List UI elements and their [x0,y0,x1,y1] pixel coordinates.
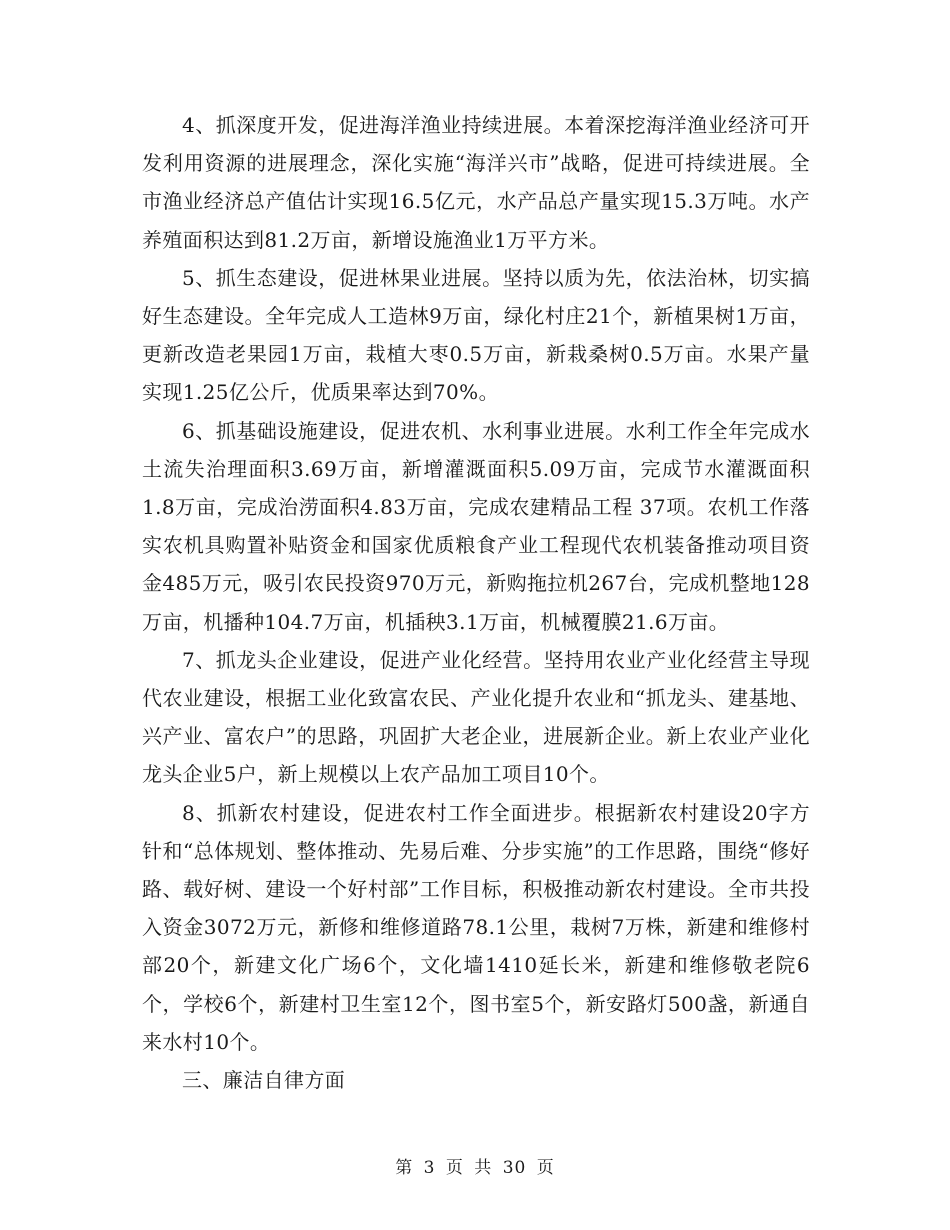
page-footer: 第 3 页 共 30 页 [395,1158,555,1178]
paragraph-leading-enterprises: 7、抓龙头企业建设，促进产业化经营。坚持用农业产业化经营主导现代农业建设，根据工业化致富农民、产业化提升农业和“抓龙头、建基地、兴产业、富农户”的思路，巩固扩大老企业，进展新企业。新上农业产业化龙头企业5户，新上规模以上农产品加工项目10个。 [142,647,810,787]
paragraph-forestry: 5、抓生态建设，促进林果业进展。坚持以质为先，依法治林，切实搞好生态建设。全年完成人工造林9万亩，绿化村庄21个，新植果树1万亩，更新改造老果园1万亩，栽植大枣0.5万亩，新栽桑树0.5万亩。水果产量实现1.25亿公斤，优质果率达到70%。 [142,265,810,405]
paragraph-new-countryside: 8、抓新农村建设，促进农村工作全面进步。根据新农村建设20字方针和“总体规划、整体推动、先易后难、分步实施”的工作思路，围绕“修好路、载好树、建设一个好村部”工作目标，积极推动新农村建设。全市共投入资金3072万元，新修和维修道路78.1公里，栽树7万株，新建和维修村部20个，新建文化广场6个，文化墙1410延长米，新建和维修敬老院6个，学校6个，新建村卫生室12个，图书室5个，新安路灯500盏，新通自来水村10个。 [142,800,810,1054]
section-heading: 三、廉洁自律方面 [182,1068,346,1093]
paragraph-infrastructure: 6、抓基础设施建设，促进农机、水利事业进展。水利工作全年完成水土流失治理面积3.69万亩，新增灌溉面积5.09万亩，完成节水灌溉面积1.8万亩，完成治涝面积4.83万亩，完成农建精品工程 37项。农机工作落实农机具购置补贴资金和国家优质粮食产业工程现代农机装备推动项目资金485万元，吸引农民投资970万元，新购拖拉机267台，完成机整地128万亩，机播种104.7万亩，机插秧3.1万亩，机械覆膜21.6万亩。 [142,418,810,634]
document-body [142,106,810,1099]
paragraph-fishery: 4、抓深度开发，促进海洋渔业持续进展。本着深挖海洋渔业经济可开发利用资源的进展理念，深化实施“海洋兴市”战略，促进可持续进展。全市渔业经济总产值估计实现16.5亿元，水产品总产量实现15.3万吨。水产养殖面积达到81.2万亩，新增设施渔业1万平方米。 [142,113,810,252]
